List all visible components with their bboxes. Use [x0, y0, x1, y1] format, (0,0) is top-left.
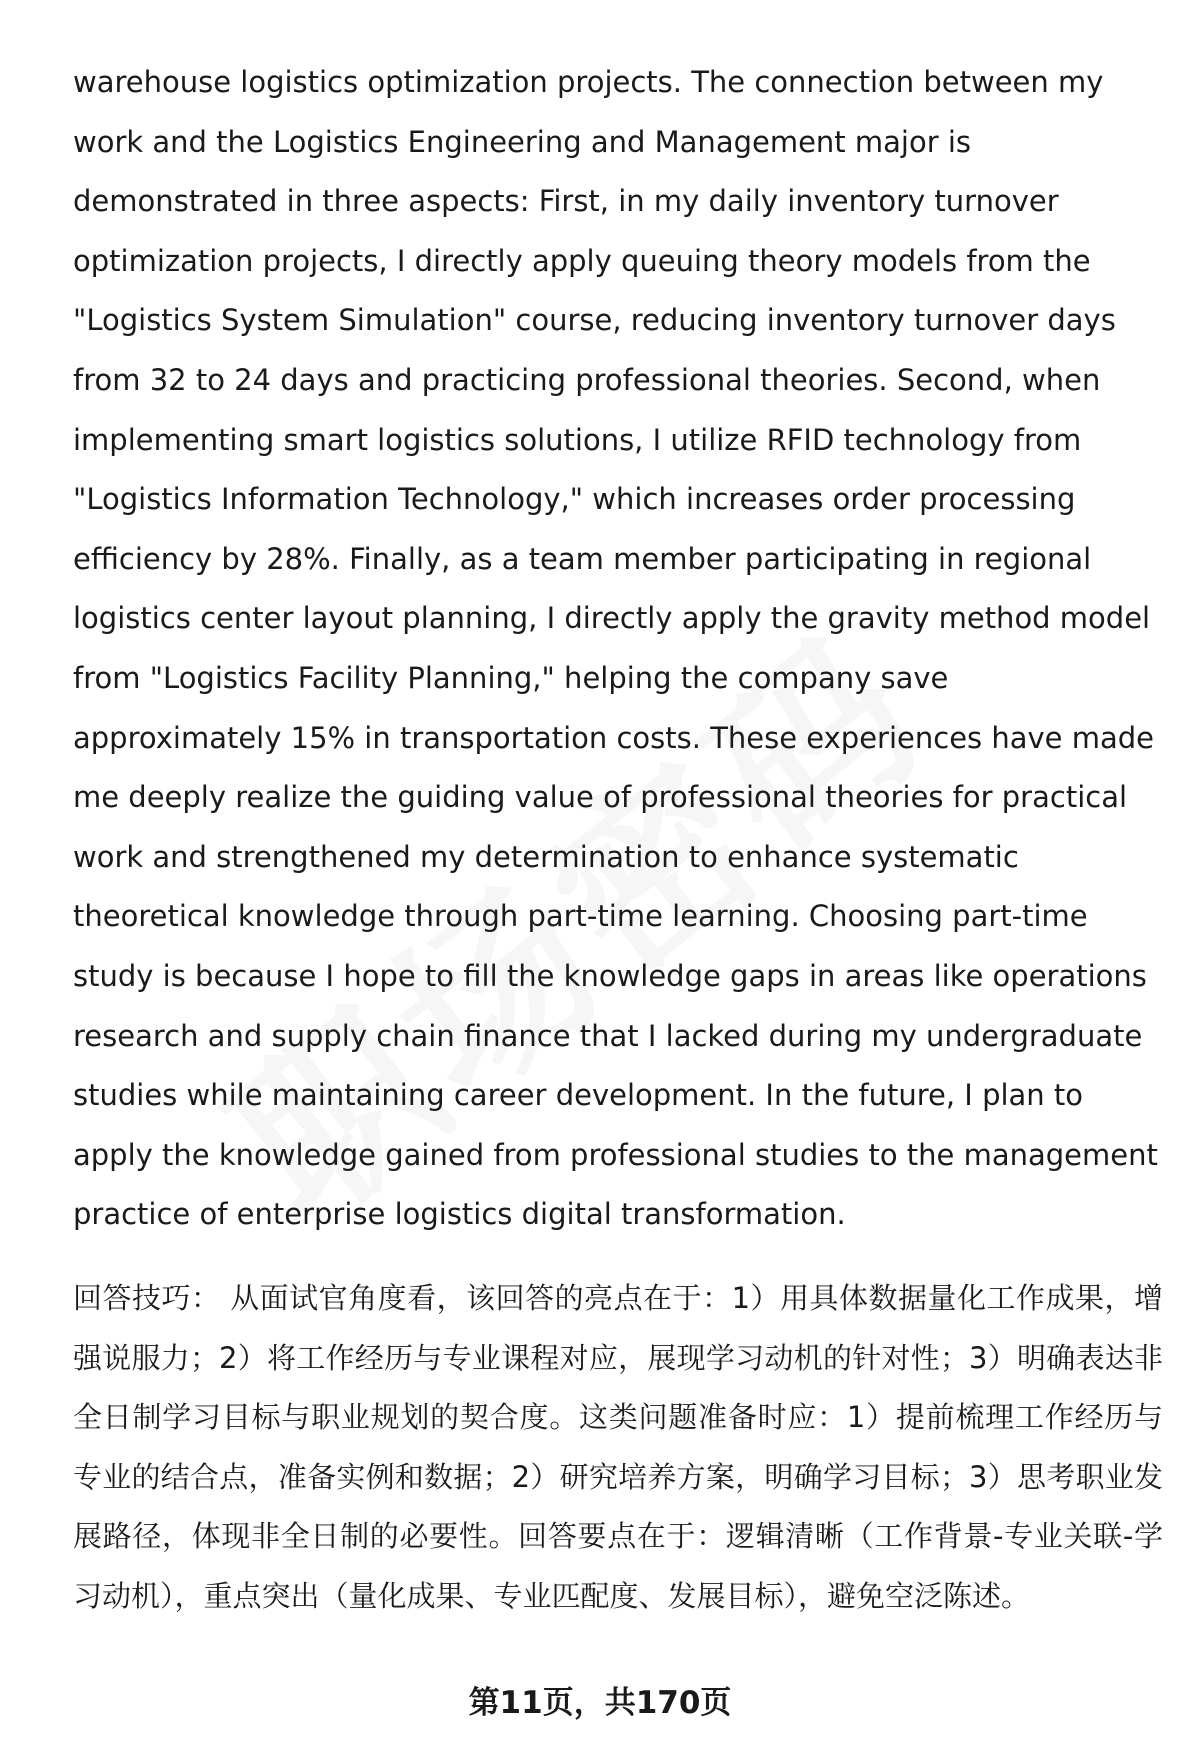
- page-number: 第11页，共170页: [468, 1685, 732, 1721]
- answer-tips-paragraph: 回答技巧： 从面试官角度看，该回答的亮点在于：1）用具体数据量化工作成果，增强说服力；2）将工作经历与专业课程对应，展现学习动机的针对性；3）明确表达非全日制学习目标与职业规划的契合度。这类问题准备时应：1）提前梳理工作经历与专业的结合点，准备实例和数据；2）研究培养方案，明确学习目标；3）思考职业发展路径，体现非全日制的必要性。回答要点在于：逻辑清晰（工作背景-专业关联-学习动机），重点突出（量化成果、专业匹配度、发展目标），避免空泛陈述。: [73, 1281, 1163, 1613]
- answer-paragraph: warehouse logistics optimization projects. The connection between my work and the Logistics Engineering and Management major is demonstrated in three aspects: First, in my daily inventory turnover optimization projects, I directly apply queuing theory models from the "Logistics System Simulation" course, reducing inventory turnover days from 32 to 24 days and practicing professional theories. Second, when implementing smart logistics solutions, I utilize RFID technology from "Logistics Information Technology," which increases order processing efficiency by 28%. Finally, as a team member participating in regional logistics center layout planning, I directly apply the gravity method model from "Logistics Facility Planning," helping the company save approximately 15% in transportation costs. These experiences have made me deeply realize the guiding value of professional theories for practical work and strengthened my determination to enhance systematic theoretical knowledge through part-time learning. Choosing part-time study is because I hope to fill the knowledge gaps in areas like operations research and supply chain finance that I lacked during my undergraduate studies while maintaining career development. In the future, I plan to apply the knowledge gained from professional studies to the management practice of enterprise logistics digital transformation.: [73, 65, 1158, 1232]
